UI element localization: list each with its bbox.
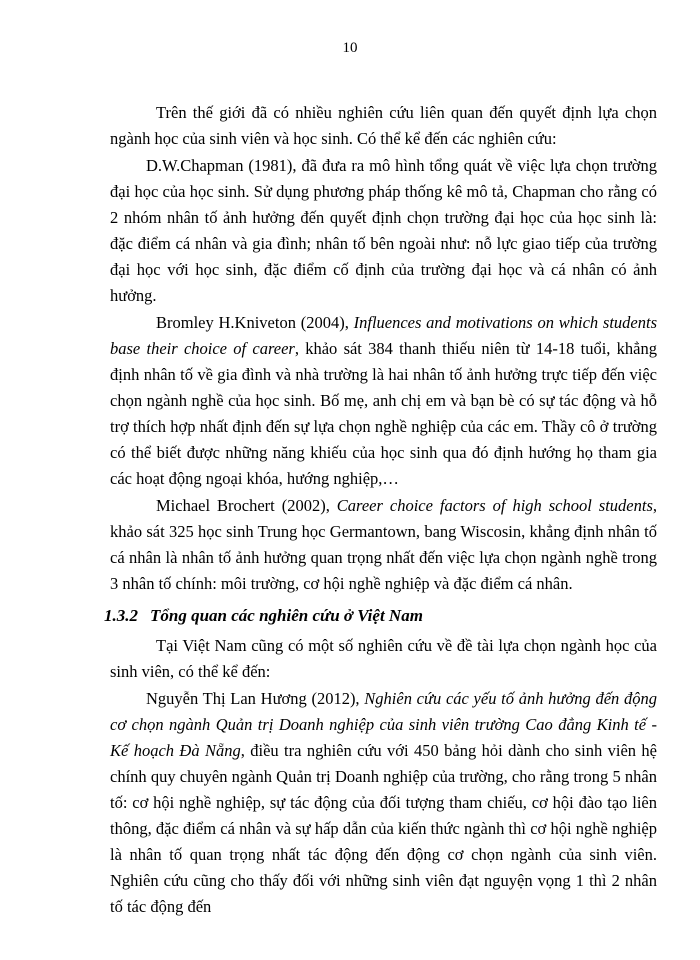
paragraph-brochert	[110, 493, 657, 597]
kniveton-author: Bromley H.Kniveton (2004),	[156, 313, 354, 332]
brochert-title: Career choice factors of high school students	[336, 496, 653, 515]
huong-author: Nguyễn Thị Lan Hương (2012),	[146, 689, 365, 708]
kniveton-title: Influences and motivations on which students base their choice of career	[110, 313, 657, 358]
brochert-body: , khảo sát 325 học sinh Trung học Germantown, bang Wiscosin, khẳng định nhân tố cá nhân là nhân tố ảnh hưởng quan trọng nhất đến việc lựa chọn ngành nghề trong 3 nhân tố chính: môi trường, cơ hội nghề nghiệp và đặc điểm cá nhân.	[110, 496, 657, 593]
page-number: 10	[342, 40, 358, 56]
paragraph-intro: Trên thế giới đã có nhiều nghiên cứu liên quan đến quyết định lựa chọn ngành học của sinh viên và học sinh. Có thể kể đến các nghiên cứu:	[110, 103, 657, 148]
paragraph-huong	[110, 686, 657, 920]
section-title: Tổng quan các nghiên cứu ở Việt Nam	[150, 606, 423, 625]
paragraph-chapman: D.W.Chapman (1981), đã đưa ra mô hình tổng quát về việc lựa chọn trường đại học của học sinh. Sử dụng phương pháp thống kê mô tả, Chapman cho rằng có 2 nhóm nhân tố ảnh hưởng đến quyết định chọn trường đại học của học sinh là: đặc điểm cá nhân và gia đình; nhân tố bên ngoài như: nỗ lực giao tiếp của trường đại học với học sinh, đặc điểm cố định của trường đại học và cá nhân có ảnh hưởng.	[110, 156, 657, 305]
brochert-author: Michael Brochert (2002),	[156, 496, 337, 515]
paragraph-vietnam-intro: Tại Việt Nam cũng có một số nghiên cứu về đề tài lựa chọn ngành học của sinh viên, có thể kể đến:	[110, 636, 657, 681]
kniveton-body: , khảo sát 384 thanh thiếu niên từ 14-18 tuổi, khẳng định nhân tố về gia đình và nhà trường là hai nhân tố ảnh hưởng trực tiếp đến việc chọn ngành nghề của học sinh. Bố mẹ, anh chị em và bạn bè có sự tác động và hỗ trợ thích hợp nhất định đến sự lựa chọn nghề nghiệp của các em. Thầy cô ở trường có thể biết được những năng khiếu của học sinh qua đó định hướng họ tham gia các hoạt động ngoại khóa, hướng nghiệp,…	[110, 339, 657, 488]
section-heading	[104, 603, 657, 629]
huong-title: Nghiên cứu các yếu tố ảnh hưởng đến động cơ chọn ngành Quản trị Doanh nghiệp của sinh viên trường Cao đẳng Kinh tế - Kế hoạch Đà Nẵng	[110, 689, 657, 760]
paragraph-kniveton	[110, 310, 657, 492]
section-number: 1.3.2	[104, 606, 138, 625]
huong-body: , điều tra nghiên cứu với 450 bảng hỏi dành cho sinh viên hệ chính quy chuyên ngành Quản trị Doanh nghiệp của trường, cho rằng trong 5 nhân tố: cơ hội nghề nghiệp, sự tác động của đối tượng tham chiếu, cơ hội đào tạo liên thông, đặc điểm cá nhân và sự hấp dẫn của kiến thức ngành thì cơ hội nghề nghiệp là nhân tố quan trọng nhất tác động đến động cơ chọn ngành của sinh viên. Nghiên cứu cũng cho thấy đối với những sinh viên đạt nguyện vọng 1 thì 2 nhân tố tác động đến	[110, 741, 657, 916]
body-text	[104, 100, 657, 921]
